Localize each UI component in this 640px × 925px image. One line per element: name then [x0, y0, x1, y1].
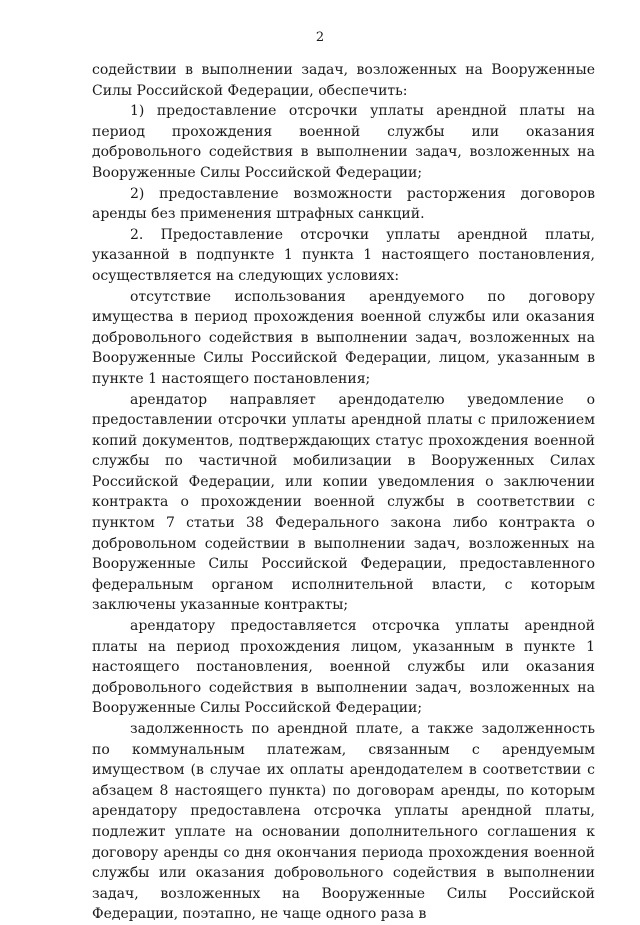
paragraph-condition-4: задолженность по арендной плате, а также задолженность по коммунальным платежам, связанным с арендуемым имуществом (в случае их оплаты арендодателем в соответствии с абзацем 8 настоящего пункта) по договорам аренды, по которым арендатору предоставлена отсрочка уплаты арендной платы, подлежит уплате на основании дополнительного соглашения к договору аренды со дня окончания периода прохождения военной службы или оказания добровольного содействия в выполнении задач, возложенных на Вооруженные Силы Российской Федерации, поэтапно, не чаще одного раза в	[92, 721, 595, 923]
paragraph-condition-2: арендатор направляет арендодателю уведомление о предоставлении отсрочки уплаты арендной платы с приложением копий документов, подтверждающих статус прохождения военной службы по частичной мобилизации в Вооруженных Силах Российской Федерации, или копии уведомления о заключении контракта о прохождении военной службы в соответствии с пунктом 7 статьи 38 Федерального закона либо контракта о добровольном содействии в выполнении задач, возложенных на Вооруженные Силы Российской Федерации, предоставленного федеральным органом исполнительной власти, с которым заключены указанные контракты;	[92, 391, 595, 614]
paragraph-condition-3: арендатору предоставляется отсрочка уплаты арендной платы на период прохождения лицом, указанным в пункте 1 настоящего постановления, военной службы или оказания добровольного содействия в выполнении задач, возложенных на Вооруженные Силы Российской Федерации;	[92, 618, 595, 717]
paragraph-continuation: содействии в выполнении задач, возложенных на Вооруженные Силы Российской Федерации, обеспечить:	[92, 62, 595, 99]
paragraph-item-2: 2) предоставление возможности расторжения договоров аренды без применения штрафных санкций.	[92, 185, 595, 223]
document-body	[92, 60, 595, 925]
page-number: 2	[315, 30, 325, 45]
paragraph-clause-2: 2. Предоставление отсрочки уплаты арендной платы, указанной в подпункте 1 пункта 1 настоящего постановления, осуществляется на следующих условиях:	[92, 226, 595, 284]
paragraph-condition-1: отсутствие использования арендуемого по договору имущества в период прохождения военной службы или оказания добровольного содействия в выполнении задач, возложенных на Вооруженные Силы Российской Федерации, лицом, указанным в пункте 1 настоящего постановления;	[92, 288, 595, 387]
paragraph-item-1: 1) предоставление отсрочки уплаты арендной платы на период прохождения военной службы или оказания добровольного содействия в выполнении задач, возложенных на Вооруженные Силы Российской Федерации;	[92, 103, 595, 181]
